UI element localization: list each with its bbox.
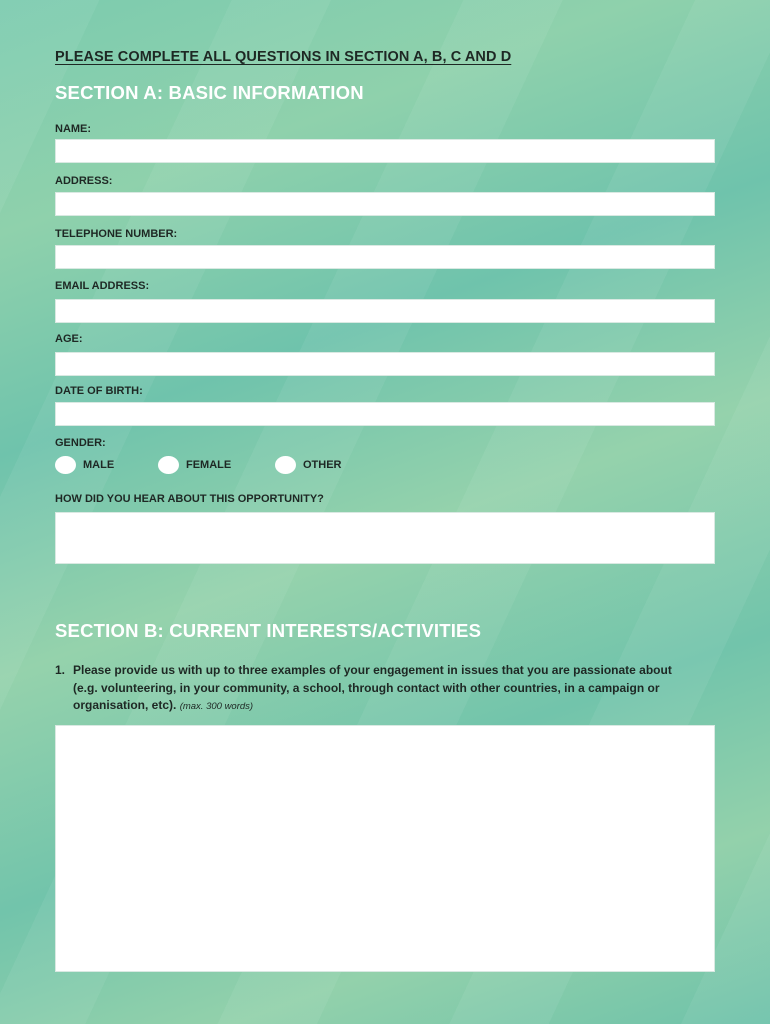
- age-label: AGE:: [55, 333, 83, 345]
- question-1-word-limit: (max. 300 words): [179, 701, 254, 712]
- page-instruction-heading: PLEASE COMPLETE ALL QUESTIONS IN SECTION A, B, C AND D: [55, 49, 512, 65]
- gender-male-radio[interactable]: [55, 456, 76, 474]
- email-label: EMAIL ADDRESS:: [55, 280, 150, 292]
- name-label: NAME:: [55, 123, 92, 135]
- hear-about-field[interactable]: [55, 512, 715, 564]
- age-field[interactable]: [55, 352, 715, 376]
- gender-label: GENDER:: [55, 437, 106, 449]
- gender-female-radio[interactable]: [158, 456, 179, 474]
- gender-male-label: MALE: [83, 459, 115, 471]
- section-a-title: SECTION A: BASIC INFORMATION: [55, 82, 364, 103]
- telephone-field[interactable]: [55, 245, 715, 269]
- telephone-label: TELEPHONE NUMBER:: [55, 228, 178, 240]
- question-1-body: [73, 662, 695, 716]
- email-field[interactable]: [55, 299, 715, 323]
- gender-other-label: OTHER: [303, 459, 342, 471]
- question-1: [55, 662, 695, 716]
- gender-other-radio[interactable]: [275, 456, 296, 474]
- dob-field[interactable]: [55, 402, 715, 426]
- gender-female-label: FEMALE: [186, 459, 232, 471]
- section-b-title: SECTION B: CURRENT INTERESTS/ACTIVITIES: [55, 620, 482, 641]
- question-1-answer-field[interactable]: [55, 725, 715, 972]
- question-1-number: 1.: [55, 663, 66, 677]
- address-field[interactable]: [55, 192, 715, 216]
- dob-label: DATE OF BIRTH:: [55, 385, 143, 397]
- address-label: ADDRESS:: [55, 175, 113, 187]
- hear-about-label: HOW DID YOU HEAR ABOUT THIS OPPORTUNITY?: [55, 493, 324, 505]
- question-1-text: Please provide us with up to three examples of your engagement in issues that you are passionate about (e.g. volunteering, in your community, a school, through contact with other countries, in a campaign or organisation, etc).: [73, 663, 672, 712]
- name-field[interactable]: [55, 139, 715, 163]
